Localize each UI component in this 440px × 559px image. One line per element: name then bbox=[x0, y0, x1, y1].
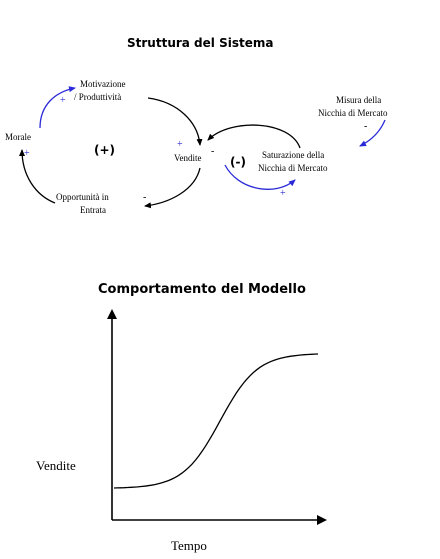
link-motivazione-vendite bbox=[148, 98, 200, 145]
sign-opportunita-morale: + bbox=[24, 148, 30, 159]
node-misura: Misura della bbox=[336, 95, 382, 105]
link-saturazione-vendite bbox=[208, 125, 300, 148]
balancing-loop-label: (-) bbox=[230, 155, 246, 169]
node-opportunita-2: Entrata bbox=[80, 205, 106, 215]
x-axis-label: Tempo bbox=[171, 538, 207, 553]
node-morale: Morale bbox=[5, 132, 31, 142]
behavior-title: Comportamento del Modello bbox=[98, 282, 306, 297]
sign-misura-saturazione: - bbox=[364, 121, 368, 132]
node-vendite: Vendite bbox=[174, 153, 202, 163]
link-morale-motivazione bbox=[40, 88, 75, 128]
y-axis-label: Vendite bbox=[36, 458, 76, 473]
node-motivazione-2: / Produttività bbox=[74, 92, 122, 102]
sign-vendite-opportunita: - bbox=[143, 192, 147, 203]
sales-s-curve bbox=[114, 354, 318, 488]
node-motivazione: Motivazione bbox=[80, 79, 126, 89]
structure-title: Struttura del Sistema bbox=[127, 36, 274, 50]
node-saturazione: Saturazione della bbox=[262, 150, 325, 160]
sign-motivazione-vendite: + bbox=[177, 139, 183, 150]
sign-morale-motivazione: + bbox=[60, 95, 66, 106]
reinforcing-loop-label: (+) bbox=[94, 143, 116, 157]
node-misura-2: Nicchia di Mercato bbox=[318, 108, 388, 118]
node-saturazione-2: Nicchia di Mercato bbox=[258, 163, 328, 173]
link-vendite-opportunita bbox=[145, 168, 200, 206]
node-opportunita: Opportunità in bbox=[56, 192, 109, 202]
sign-saturazione-vendite: - bbox=[211, 146, 215, 157]
sign-vendite-saturazione: + bbox=[280, 188, 286, 199]
